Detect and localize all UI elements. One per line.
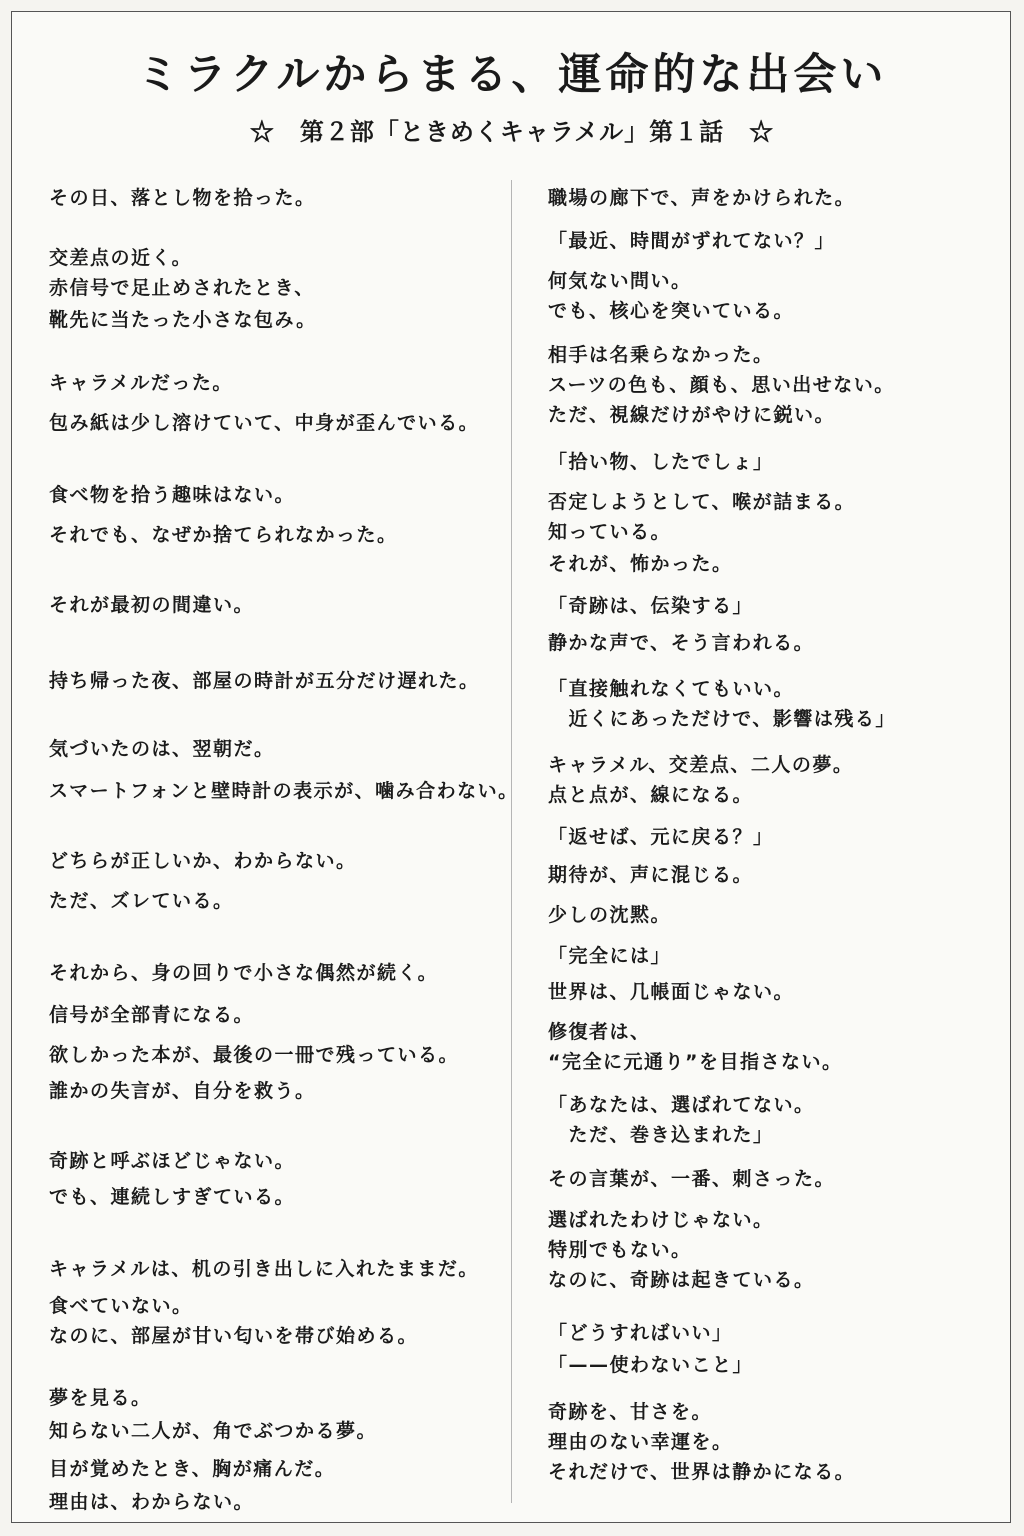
right-column-line: なのに、奇跡は起きている。 <box>548 1269 815 1291</box>
right-column-line: 奇跡を、甘さを。 <box>548 1401 713 1423</box>
right-column-line: 「最近、時間がずれてない？」 <box>548 230 836 252</box>
left-column-line: それでも、なぜか捨てられなかった。 <box>49 524 398 546</box>
left-column-line: その日、落とし物を拾った。 <box>49 187 316 209</box>
left-column-line: 目が覚めたとき、胸が痛んだ。 <box>49 1458 336 1480</box>
right-column-line: “完全に元通り”を目指さない。 <box>548 1051 843 1073</box>
left-column-line: 持ち帰った夜、部屋の時計が五分だけ遅れた。 <box>49 670 480 692</box>
left-column-line: 赤信号で足止めされたとき、 <box>49 277 315 299</box>
left-column-line: スマートフォンと壁時計の表示が、噛み合わない。 <box>49 780 519 802</box>
left-column-line: ただ、ズレている。 <box>49 890 234 912</box>
left-column-line: 信号が全部青になる。 <box>49 1004 255 1026</box>
left-column-line: キャラメルだった。 <box>49 372 233 394</box>
right-column-line: 「——使わないこと」 <box>548 1354 754 1376</box>
column-divider <box>511 180 512 1503</box>
page-subtitle: ☆ 第２部「ときめくキャラメル」第１話 ☆ <box>249 117 775 146</box>
left-column-line: なのに、部屋が甘い匂いを帯び始める。 <box>49 1325 419 1347</box>
left-column-line: それから、身の回りで小さな偶然が続く。 <box>49 962 439 984</box>
right-column-line: 静かな声で、そう言われる。 <box>548 632 815 654</box>
left-column-line: 夢を見る。 <box>49 1387 152 1409</box>
right-column-line: 理由のない幸運を。 <box>548 1431 733 1453</box>
left-column-line: 食べ物を拾う趣味はない。 <box>49 484 296 506</box>
left-column-line: 食べていない。 <box>49 1295 193 1317</box>
left-column-line: どちらが正しいか、わからない。 <box>49 850 357 872</box>
right-column-line: スーツの色も、顔も、思い出せない。 <box>548 374 895 396</box>
right-column-line: 知っている。 <box>548 521 672 543</box>
right-column-line: それが、怖かった。 <box>548 553 733 575</box>
right-column-line: 特別でもない。 <box>548 1239 692 1261</box>
left-column-line: 靴先に当たった小さな包み。 <box>49 309 317 331</box>
right-column-line: 期待が、声に混じる。 <box>548 864 754 886</box>
page-title: ミラクルからまる、運命的な出会い <box>136 50 888 100</box>
right-column-line: キャラメル、交差点、二人の夢。 <box>548 754 854 776</box>
right-column-line: 選ばれたわけじゃない。 <box>548 1209 774 1231</box>
left-column-line: 交差点の近く。 <box>49 247 193 269</box>
right-column-line: ただ、視線だけがやけに鋭い。 <box>548 404 836 426</box>
left-column-line: 奇跡と呼ぶほどじゃない。 <box>49 1150 296 1172</box>
right-column-line: 少しの沈黙。 <box>548 904 672 926</box>
right-column-line: 点と点が、線になる。 <box>548 784 754 806</box>
right-column-line: その言葉が、一番、刺さった。 <box>548 1168 836 1190</box>
right-column-line: 何気ない問い。 <box>548 270 692 292</box>
right-column-line: 世界は、几帳面じゃない。 <box>548 981 795 1003</box>
right-column-line: でも、核心を突いている。 <box>548 300 795 322</box>
left-column-line: 欲しかった本が、最後の一冊で残っている。 <box>49 1044 460 1066</box>
left-column-line: キャラメルは、机の引き出しに入れたままだ。 <box>49 1258 479 1280</box>
right-column-line: 修復者は、 <box>548 1021 651 1043</box>
left-column-line: 知らない二人が、角でぶつかる夢。 <box>49 1420 378 1442</box>
right-column-line: 相手は名乗らなかった。 <box>548 344 774 366</box>
right-column-line: 「あなたは、選ばれてない。 <box>548 1094 815 1116</box>
left-column-line: 誰かの失言が、自分を救う。 <box>49 1080 316 1102</box>
left-column-line: 気づいたのは、翌朝だ。 <box>49 738 275 760</box>
left-column-line: でも、連続しすぎている。 <box>49 1186 296 1208</box>
right-column-line: 「拾い物、したでしょ」 <box>548 451 774 473</box>
left-column-line: 包み紙は少し溶けていて、中身が歪んでいる。 <box>49 412 480 434</box>
right-column-line: 「直接触れなくてもいい。 <box>548 678 795 700</box>
right-column-line: それだけで、世界は静かになる。 <box>548 1461 856 1483</box>
left-column-line: それが最初の間違い。 <box>49 594 255 616</box>
left-column-line: 理由は、わからない。 <box>49 1491 255 1513</box>
right-column-line: 職場の廊下で、声をかけられた。 <box>548 187 856 209</box>
right-column-line: ただ、巻き込まれた」 <box>548 1124 774 1146</box>
right-column-line: 近くにあっただけで、影響は残る」 <box>548 708 896 730</box>
right-column-line: 「完全には」 <box>548 945 672 967</box>
right-column-line: 「どうすればいい」 <box>548 1322 733 1344</box>
right-column-line: 「奇跡は、伝染する」 <box>548 595 754 617</box>
right-column-line: 「返せば、元に戻る？」 <box>548 826 774 848</box>
right-column-line: 否定しようとして、喉が詰まる。 <box>548 491 856 513</box>
